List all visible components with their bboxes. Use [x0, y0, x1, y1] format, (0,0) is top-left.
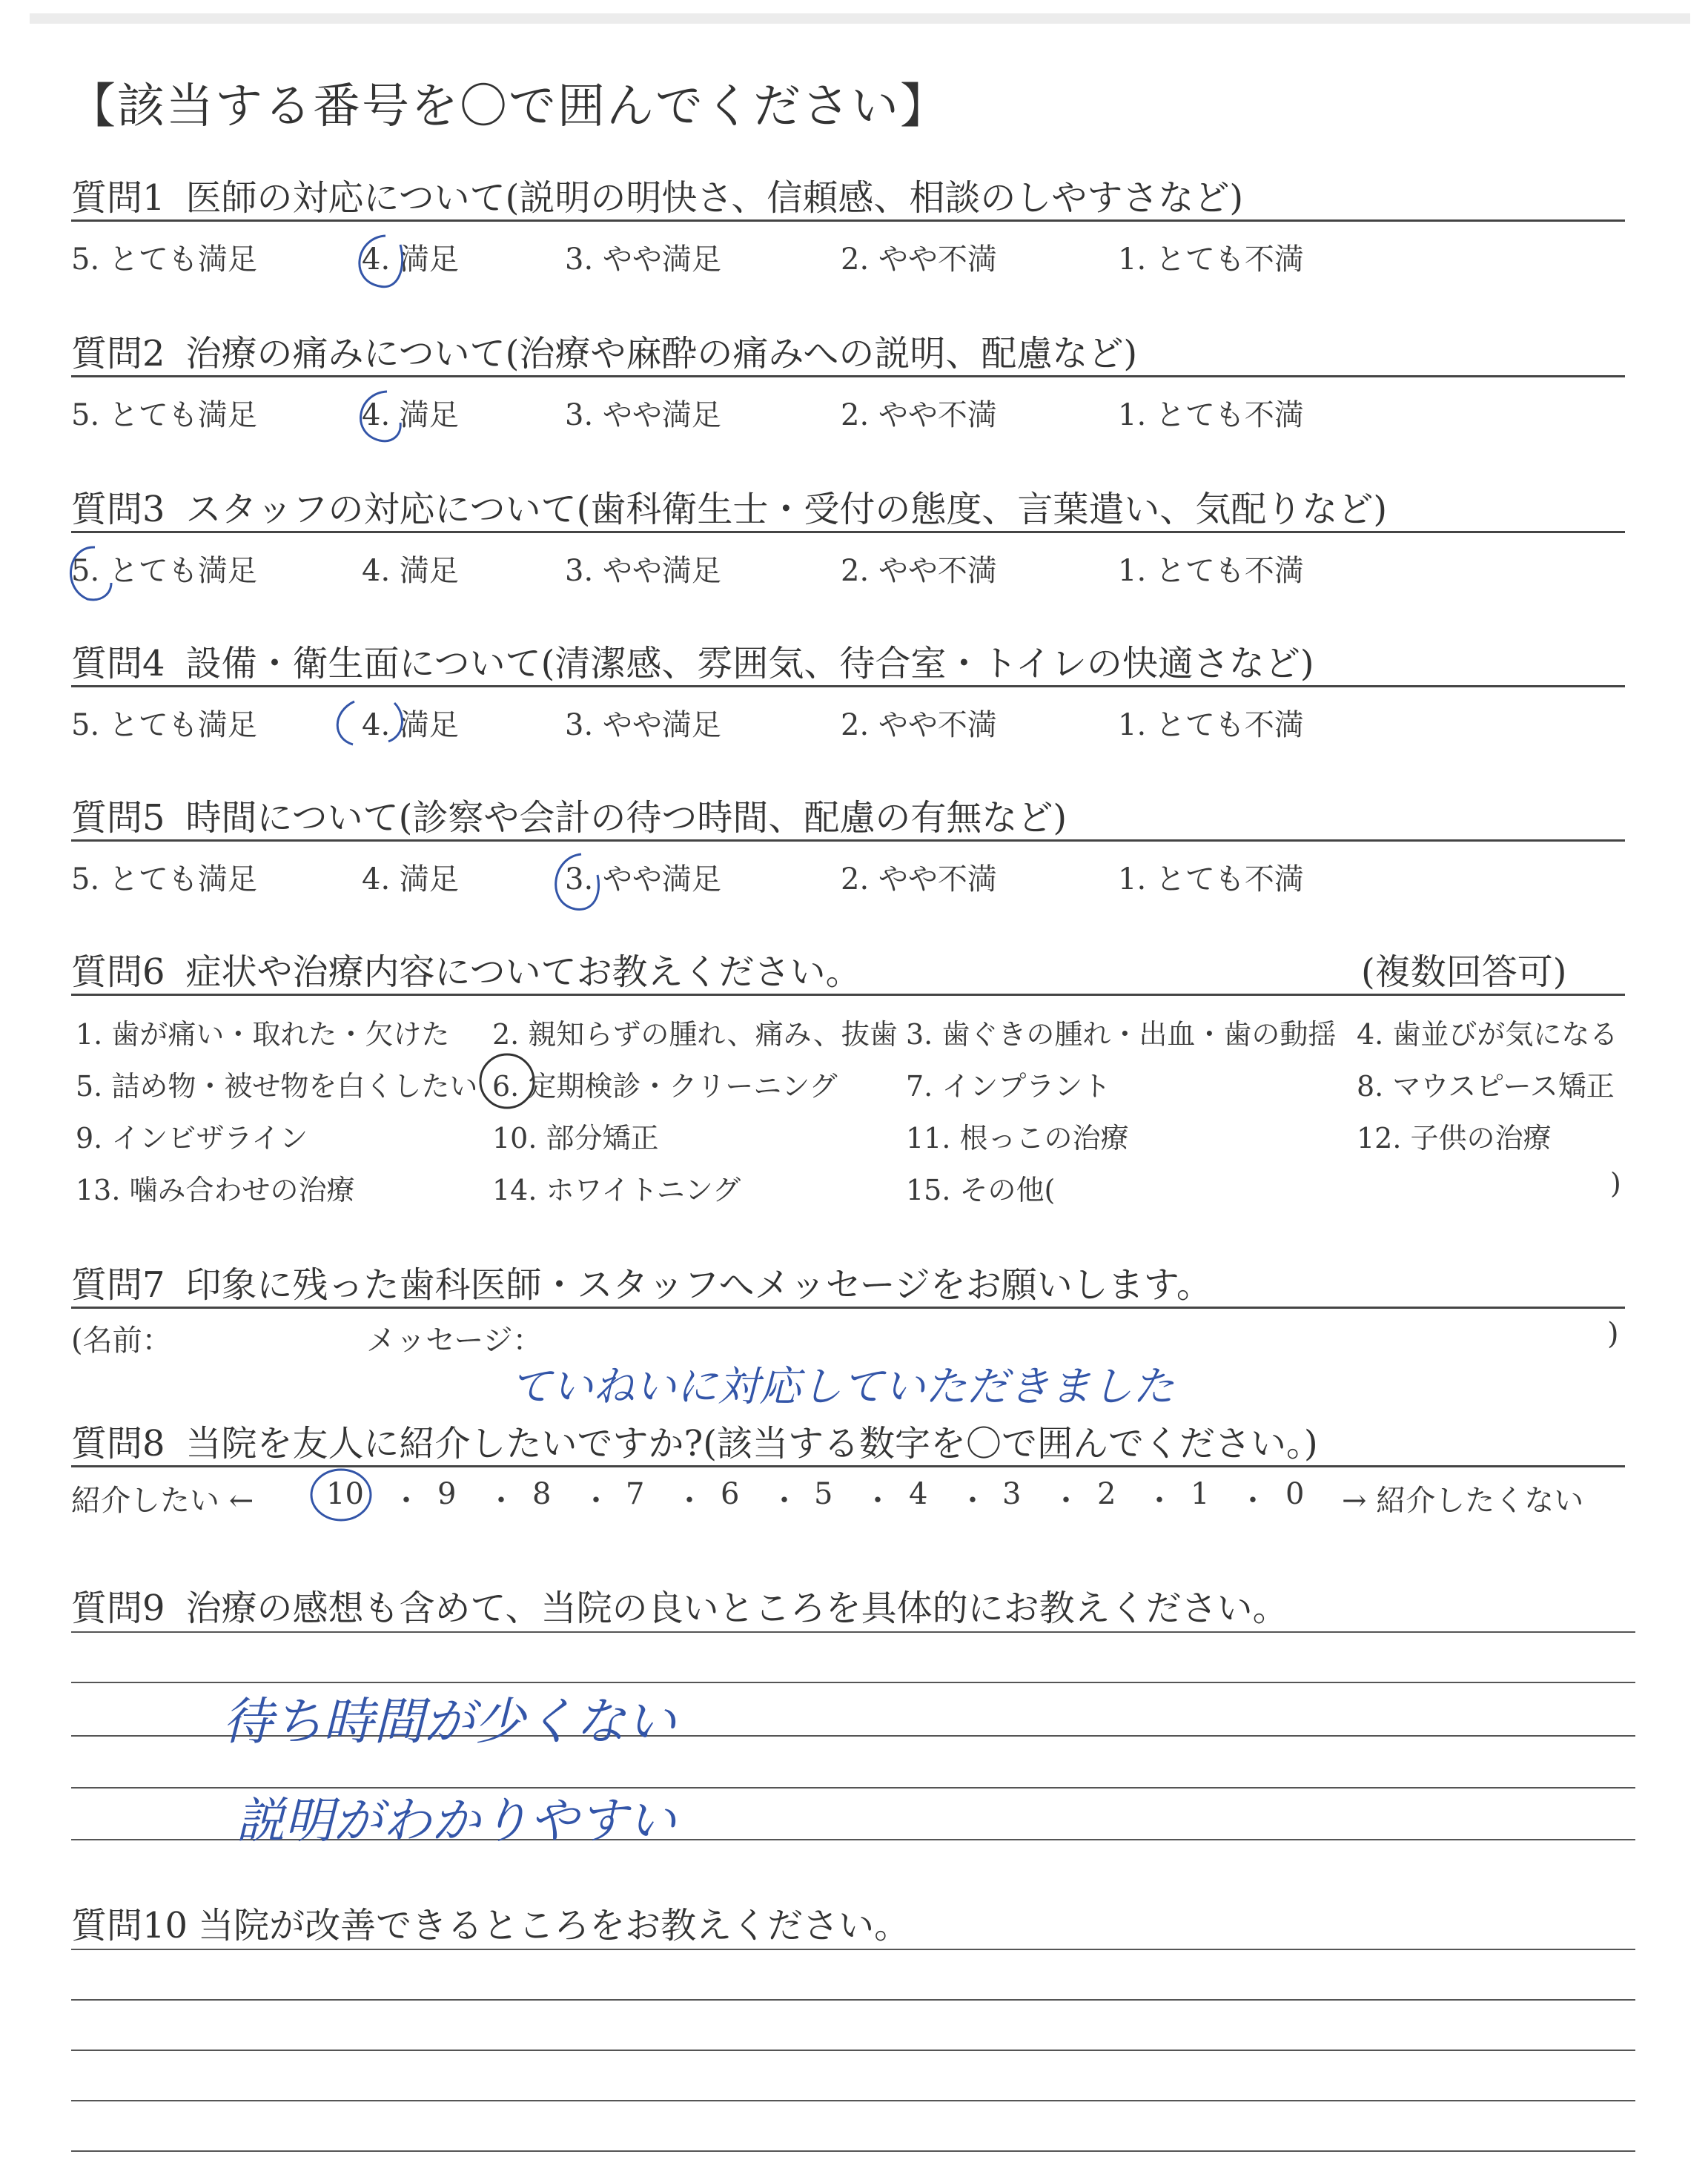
question-number: 質問1	[71, 177, 165, 219]
option-3[interactable]: 3. やや満足	[565, 242, 721, 277]
handwritten-message[interactable]: ていねいに対応していただきました	[510, 1363, 1174, 1411]
score-1[interactable]: 1	[1191, 1477, 1210, 1511]
symptom-option-3[interactable]: 3. 歯ぐきの腫れ・出血・歯の動揺	[906, 1018, 1337, 1051]
message-close-paren: )	[1607, 1317, 1619, 1351]
score-separator: ・	[1238, 1484, 1268, 1518]
answer-line	[71, 2150, 1635, 2152]
question-10	[71, 1897, 910, 1948]
score-3[interactable]: 3	[1002, 1477, 1022, 1511]
name-label: (名前：	[71, 1324, 172, 1358]
question-rule	[71, 839, 1625, 842]
option-4[interactable]: 4. 満足	[362, 862, 459, 896]
answer-line	[71, 2100, 1635, 2101]
question-7	[71, 1256, 1212, 1307]
question-rule	[71, 219, 1625, 222]
symptom-option-10[interactable]: 10. 部分矯正	[492, 1122, 659, 1155]
option-2[interactable]: 2. やや不満	[841, 242, 997, 277]
question-number: 質問6	[71, 951, 165, 993]
question-text: 治療の痛みについて(治療や麻酔の痛みへの説明、配慮など)	[185, 333, 1138, 374]
symptom-option-11[interactable]: 11. 根っこの治療	[906, 1122, 1129, 1155]
symptom-option-4[interactable]: 4. 歯並びが気になる	[1357, 1018, 1618, 1051]
recommend-right-label: → 紹介したくない	[1342, 1484, 1584, 1518]
question-rule	[71, 1307, 1625, 1309]
answer-line	[71, 2050, 1635, 2051]
form-title: 【該当する番号を〇で囲んでください】	[68, 79, 949, 134]
score-separator: ・	[958, 1484, 987, 1518]
recommend-left-label: 紹介したい ←	[71, 1484, 254, 1518]
question-number: 質問5	[71, 797, 165, 839]
score-10[interactable]: 10	[326, 1477, 364, 1511]
option-4[interactable]: 4. 満足	[362, 398, 459, 432]
option-4[interactable]: 4. 満足	[362, 554, 459, 588]
answer-line	[71, 1949, 1635, 1950]
option-2[interactable]: 2. やや不満	[841, 708, 997, 742]
score-4[interactable]: 4	[909, 1477, 928, 1511]
score-8[interactable]: 8	[532, 1477, 552, 1511]
symptom-option-12[interactable]: 12. 子供の治療	[1357, 1122, 1552, 1155]
score-separator: ・	[486, 1484, 516, 1518]
symptom-option-8[interactable]: 8. マウスピース矯正	[1357, 1070, 1615, 1103]
answer-line	[71, 1999, 1635, 2001]
question-1	[71, 169, 1243, 220]
question-rule	[71, 531, 1625, 533]
question-text: 治療の感想も含めて、当院の良いところを具体的にお教えください。	[185, 1588, 1288, 1629]
score-0[interactable]: 0	[1285, 1477, 1305, 1511]
score-6[interactable]: 6	[721, 1477, 740, 1511]
question-number: 質問8	[71, 1423, 165, 1464]
question-number: 質問2	[71, 333, 165, 374]
symptom-option-6[interactable]: 6. 定期検診・クリーニング	[492, 1070, 838, 1103]
option-1[interactable]: 1. とても不満	[1118, 554, 1304, 588]
score-separator: ・	[675, 1484, 704, 1518]
question-9	[71, 1579, 1288, 1631]
symptom-option-15[interactable]: 15. その他(	[906, 1174, 1056, 1206]
option-3[interactable]: 3. やや満足	[565, 398, 721, 432]
option-5[interactable]: 5. とても満足	[71, 708, 257, 742]
option-5[interactable]: 5. とても満足	[71, 242, 257, 277]
question-rule	[71, 994, 1625, 996]
symptom-option-5[interactable]: 5. 詰め物・被せ物を白くしたい	[76, 1070, 478, 1103]
option-4[interactable]: 4. 満足	[362, 708, 459, 742]
option-5[interactable]: 5. とても満足	[71, 398, 257, 432]
question-text: スタッフの対応について(歯科衛生士・受付の態度、言葉遣い、気配りなど)	[185, 489, 1388, 530]
handwritten-answer-2[interactable]: 説明がわかりやすい	[236, 1792, 676, 1849]
question-text: 症状や治療内容についてお教えください。	[185, 951, 861, 993]
score-9[interactable]: 9	[437, 1477, 457, 1511]
option-4[interactable]: 4. 満足	[362, 242, 459, 277]
score-separator: ・	[581, 1484, 611, 1518]
scan-top-edge	[30, 13, 1690, 24]
option-1[interactable]: 1. とても不満	[1118, 862, 1304, 896]
symptom-option-14[interactable]: 14. ホワイトニング	[492, 1174, 741, 1206]
question-number: 質問10	[71, 1905, 188, 1946]
other-close-paren: )	[1610, 1167, 1621, 1200]
symptom-option-9[interactable]: 9. インビザライン	[76, 1122, 308, 1155]
question-5	[71, 789, 1067, 840]
question-3	[71, 480, 1387, 532]
question-rule	[71, 685, 1625, 687]
score-7[interactable]: 7	[626, 1477, 645, 1511]
option-1[interactable]: 1. とても不満	[1118, 398, 1304, 432]
score-separator: ・	[863, 1484, 893, 1518]
question-2	[71, 325, 1137, 376]
score-5[interactable]: 5	[814, 1477, 833, 1511]
message-label: メッセージ：	[366, 1324, 543, 1358]
question-text: 設備・衛生面について(清潔感、雰囲気、待合室・トイレの快適さなど)	[185, 643, 1314, 684]
handwritten-answer-1[interactable]: 待ち時間が少くない	[222, 1693, 677, 1751]
option-3[interactable]: 3. やや満足	[565, 862, 721, 896]
option-1[interactable]: 1. とても不満	[1118, 242, 1304, 277]
question-number: 質問9	[71, 1588, 165, 1629]
question-rule	[71, 375, 1625, 377]
option-2[interactable]: 2. やや不満	[841, 398, 997, 432]
option-1[interactable]: 1. とても不満	[1118, 708, 1304, 742]
option-5[interactable]: 5. とても満足	[71, 554, 257, 588]
option-2[interactable]: 2. やや不満	[841, 554, 997, 588]
option-3[interactable]: 3. やや満足	[565, 554, 721, 588]
symptom-option-7[interactable]: 7. インプラント	[906, 1070, 1111, 1103]
multiple-answers-note: (複数回答可)	[1361, 951, 1567, 993]
option-5[interactable]: 5. とても満足	[71, 862, 257, 896]
question-text: 当院を友人に紹介したいですか?(該当する数字を〇で囲んでください。)	[185, 1423, 1318, 1464]
option-2[interactable]: 2. やや不満	[841, 862, 997, 896]
symptom-option-2[interactable]: 2. 親知らずの腫れ、痛み、抜歯	[492, 1018, 898, 1051]
question-rule	[71, 1465, 1625, 1467]
answer-line	[71, 1631, 1635, 1633]
question-6	[71, 943, 861, 994]
score-separator: ・	[1051, 1484, 1081, 1518]
question-text: 印象に残った歯科医師・スタッフへメッセージをお願いします。	[185, 1264, 1212, 1306]
question-number: 質問4	[71, 643, 165, 684]
question-text: 医師の対応について(説明の明快さ、信頼感、相談のしやすさなど)	[185, 177, 1244, 219]
question-4	[71, 635, 1314, 686]
question-number: 質問7	[71, 1264, 165, 1306]
symptom-option-13[interactable]: 13. 噛み合わせの治療	[76, 1174, 355, 1206]
symptom-option-1[interactable]: 1. 歯が痛い・取れた・欠けた	[76, 1018, 450, 1051]
question-text: 時間について(診察や会計の待つ時間、配慮の有無など)	[185, 797, 1068, 839]
question-8	[71, 1415, 1318, 1466]
option-3[interactable]: 3. やや満足	[565, 708, 721, 742]
question-number: 質問3	[71, 489, 165, 530]
score-separator: ・	[769, 1484, 799, 1518]
score-separator: ・	[1145, 1484, 1174, 1518]
score-2[interactable]: 2	[1097, 1477, 1116, 1511]
question-text: 当院が改善できるところをお教えください。	[198, 1905, 910, 1946]
score-separator: ・	[391, 1484, 421, 1518]
